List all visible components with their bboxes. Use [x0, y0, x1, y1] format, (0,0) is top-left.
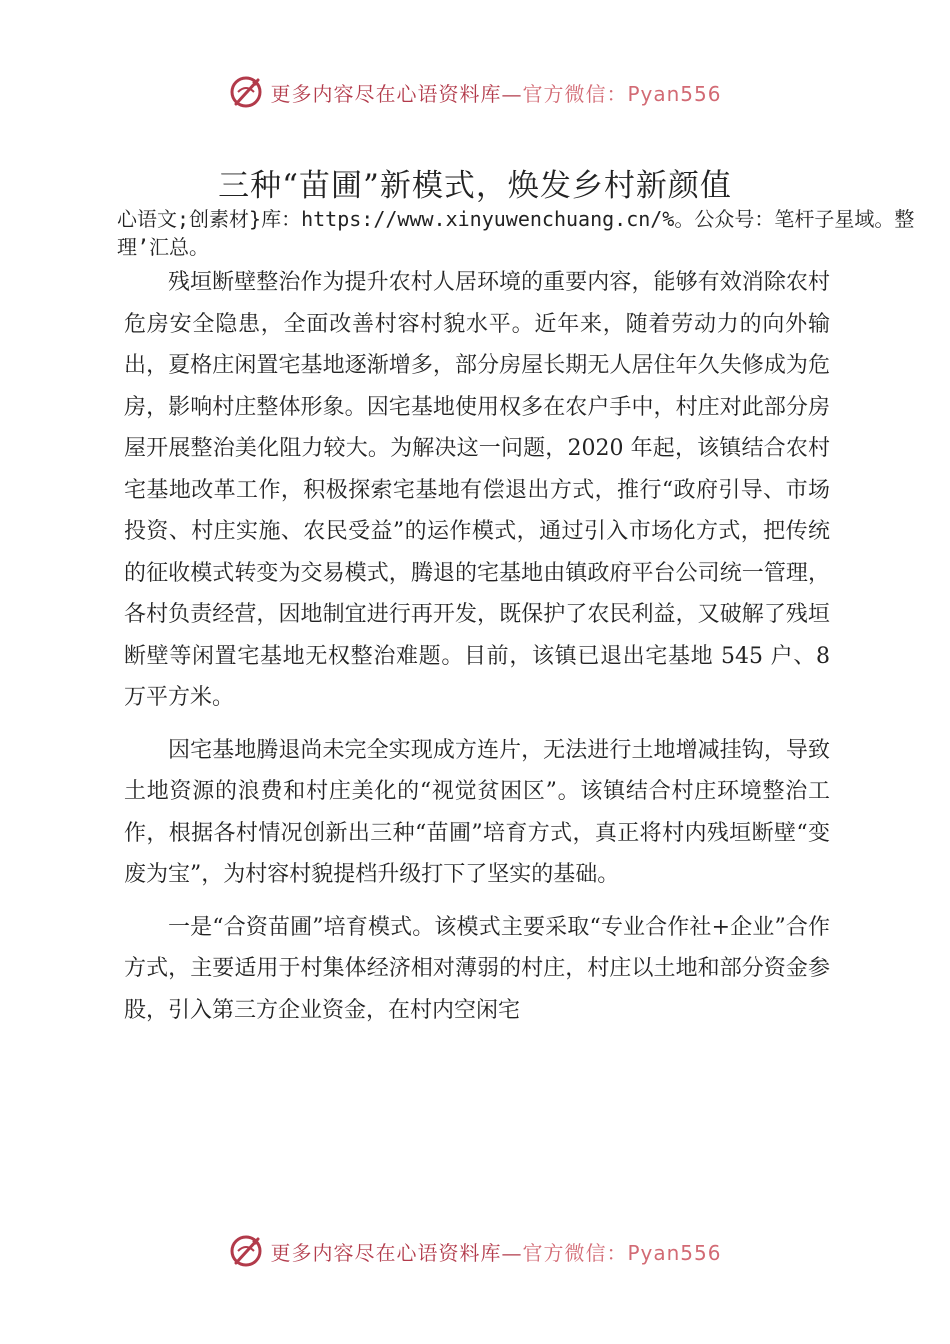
- source-note: 心语文;创素材}库：https://www.xinyuwenchuang.cn/%。公众号：笔杆子星域。整理’汇总。: [117, 207, 915, 259]
- document-title: 三种“苗圃”新模式，焕发乡村新颜值: [218, 168, 732, 204]
- document-body: [124, 262, 830, 1031]
- paragraph: 因宅基地腾退尚未完全实现成方连片，无法进行土地增减挂钩，导致土地资源的浪费和村庄美化的“视觉贫困区”。该镇结合村庄环境整治工作，根据各村情况创新出三种“苗圃”培育方式，真正将村内残垣断壁“变废为宝”，为村容村貌提档升级打下了坚实的基础。: [124, 737, 830, 887]
- footer-banner: [0, 1229, 950, 1273]
- banner-text: 更多内容尽在心语资料库—官方微信：Pyan556: [270, 81, 722, 106]
- banner-text: 更多内容尽在心语资料库—官方微信：Pyan556: [270, 1240, 722, 1265]
- pen-logo-icon: [228, 1233, 264, 1269]
- pen-logo-icon: [228, 74, 264, 110]
- header-banner: [0, 70, 950, 114]
- paragraph: 一是“合资苗圃”培育模式。该模式主要采取“专业合作社+企业”合作方式，主要适用于村集体经济相对薄弱的村庄，村庄以土地和部分资金参股，引入第三方企业资金，在村内空闲宅: [124, 914, 830, 1023]
- paragraph: 残垣断壁整治作为提升农村人居环境的重要内容，能够有效消除农村危房安全隐患，全面改善村容村貌水平。近年来，随着劳动力的向外输出，夏格庄闲置宅基地逐渐增多，部分房屋长期无人居住年久失修成为危房，影响村庄整体形象。因宅基地使用权多在农户手中，村庄对此部分房屋开展整治美化阻力较大。为解决这一问题，2020 年起，该镇结合农村宅基地改革工作，积极探索宅基地有偿退出方式，推行“政府引导、市场投资、村庄实施、农民受益”的运作模式，通过引入市场化方式，把传统的征收模式转变为交易模式，腾退的宅基地由镇政府平台公司统一管理，各村负责经营，因地制宜进行再开发，既保护了农民利益，又破解了残垣断壁等闲置宅基地无权整治难题。目前，该镇已退出宅基地 545 户、8 万平方米。: [124, 270, 830, 710]
